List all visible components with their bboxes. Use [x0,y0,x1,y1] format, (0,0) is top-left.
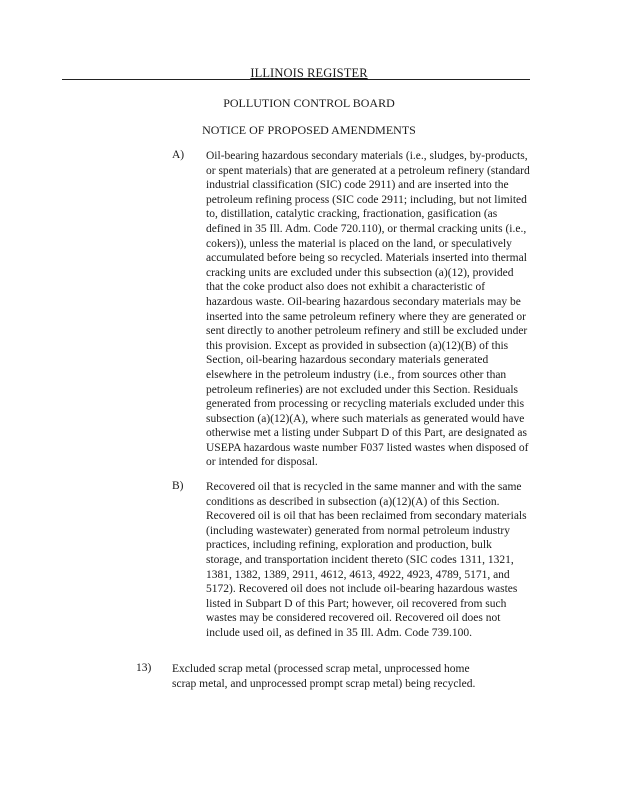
subsection-13-text: Excluded scrap metal (processed scrap metal, unprocessed home scrap metal, and unprocessed prompt scrap metal) being recycled. [172,663,476,690]
notice-title: NOTICE OF PROPOSED AMENDMENTS [202,123,416,137]
board-title: POLLUTION CONTROL BOARD [223,96,395,110]
register-title: ILLINOIS REGISTER [250,66,368,80]
subsection-a-marker: A) [172,149,185,161]
subsection-a-text: Oil-bearing hazardous secondary materials (i.e., sludges, by-products, or spent materials) that are generated at a petroleum refinery (standard industrial classification (SIC) code 2911) and are inserted into the petroleum refining process (SIC code 2911; including, but not limited to, distillation, catalytic cracking, fractionation, gasification (as defined in 35 Ill. Adm. Code 720.110), or thermal cracking units (i.e., cokers)), unless the material is placed on the land, or speculatively accumulated before being so recycled. Materials inserted into thermal cracking units are excluded under this subsection (a)(12), provided that the coke product also does not exhibit a characteristic of hazardous waste. Oil-bearing hazardous secondary materials may be inserted into the same petroleum refinery where they are generated or sent directly to another petroleum refinery and still be excluded under this provision. Except as provided in subsection (a)(12)(B) of this Section, oil-bearing hazardous secondary materials generated elsewhere in the petroleum industry (i.e., from sources other than petroleum refineries) are not excluded under this Section. Residuals generated from processing or recycling materials excluded under this subsection (a)(12)(A), where such materials as generated would have otherwise met a listing under Subpart D of this Part, are designated as USEPA hazardous waste number F037 listed wastes when disposed of or intended for disposal. [206,150,530,469]
subsection-b-marker: B) [172,480,184,492]
subsection-b-text: Recovered oil that is recycled in the same manner and with the same conditions as described in subsection (a)(12)(A) of this Section. Recovered oil is oil that has been reclaimed from secondary materials (including wastewater) generated from normal petroleum industry practices, including refining, exploration and production, bulk storage, and transportation incident thereto (SIC codes 1311, 1321, 1381, 1382, 1389, 2911, 4612, 4613, 4922, 4923, 4789, 5171, and 5172). Recovered oil does not include oil-bearing hazardous wastes listed in Subpart D of this Part; however, oil recovered from such wastes may be considered recovered oil. Recovered oil does not include used oil, as defined in 35 Ill. Adm. Code 739.100. [206,481,527,639]
subsection-13-marker: 13) [136,662,152,674]
